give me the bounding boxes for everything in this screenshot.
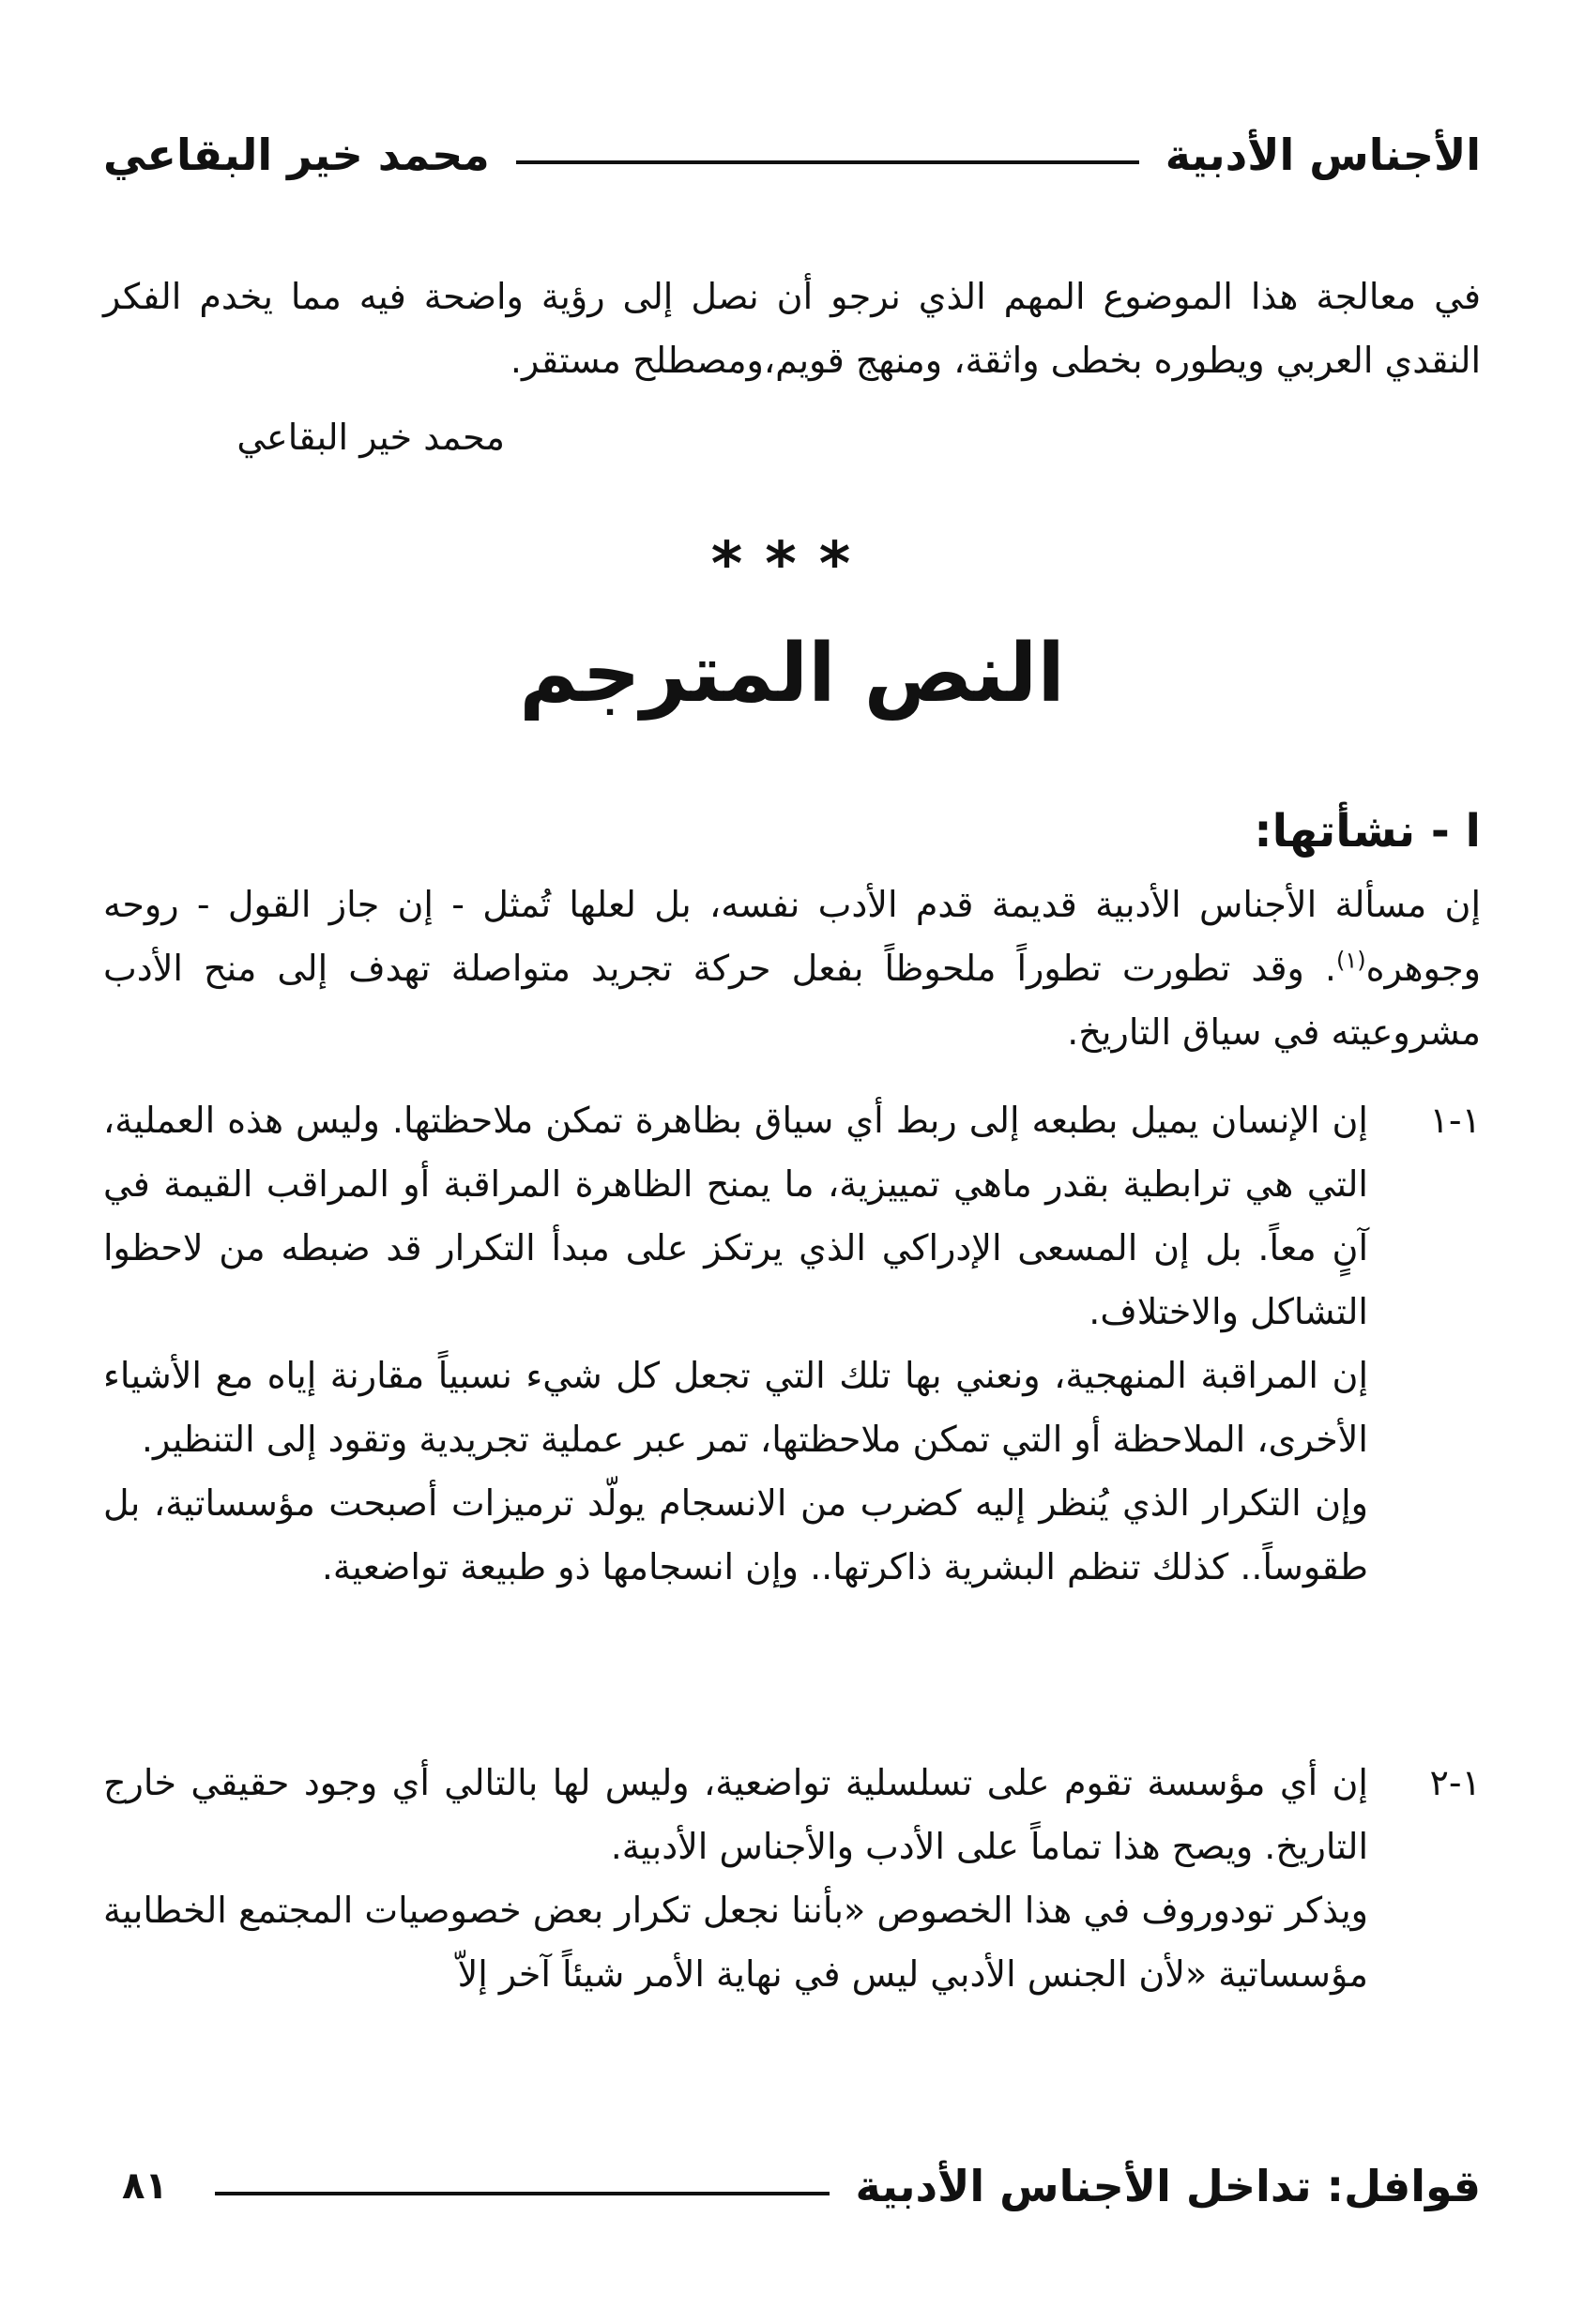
- item-paragraph: إن أي مؤسسة تقوم على تسلسلية تواضعية، وليس لها بالتالي أي وجود حقيقي خارج التاريخ. ويصح هذا تماماً على الأدب والأجناس الأدبية.: [103, 1762, 1368, 1867]
- header-book-title: الأجناس الأدبية: [1165, 129, 1481, 180]
- origin-paragraph: [103, 873, 1481, 1064]
- numbered-item-1-1: [103, 1088, 1481, 1599]
- origin-paragraph-start: إن مسألة الأجناس الأدبية قديمة قدم الأدب نفسه، بل لعلها تُمثل - إن جاز القول - روحه وجوهره: [103, 884, 1481, 989]
- page-number: ٨١: [122, 2165, 168, 2208]
- section-heading: ا - نشأتها:: [1254, 805, 1481, 858]
- origin-paragraph-end: . وقد تطورت تطوراً ملحوظاً بفعل حركة تجريد متواصلة تهدف إلى منح الأدب مشروعيته في سياق التاريخ.: [103, 948, 1481, 1053]
- footer-rule: [215, 2192, 830, 2195]
- item-body: [103, 1088, 1368, 1599]
- item-paragraph: ويذكر تودوروف في هذا الخصوص «بأننا نجعل تكرار بعض خصوصيات المجتمع الخطابية مؤسساتية «لأن الجنس الأدبي ليس في نهاية الأمر شيئاً آخر إلاّ: [103, 1890, 1368, 1995]
- section-ornament: ***: [710, 530, 874, 600]
- item-number: ١-١: [1429, 1100, 1481, 1141]
- header-rule: [516, 160, 1139, 164]
- item-body: [103, 1751, 1368, 2006]
- page-footer: [122, 2153, 1481, 2219]
- running-header: [103, 122, 1481, 188]
- numbered-item-1-2: [103, 1751, 1481, 2006]
- chapter-title: النص المترجم: [519, 627, 1065, 721]
- intro-signature: محمد خير البقاعي: [236, 417, 505, 458]
- item-paragraph: وإن التكرار الذي يُنظر إليه كضرب من الانسجام يولّد ترميزات أصبحت مؤسساتية، بل طقوساً.. كذلك تنظم البشرية ذاكرتها.. وإن انسجامها ذو طبيعة تواضعية.: [103, 1482, 1368, 1587]
- item-number: ١-٢: [1429, 1762, 1481, 1803]
- header-author: محمد خير البقاعي: [103, 129, 490, 180]
- footer-series-title: قوافل: تداخل الأجناس الأدبية: [855, 2161, 1481, 2211]
- item-paragraph: إن المراقبة المنهجية، ونعني بها تلك التي تجعل كل شيء نسبياً مقارنة إياه مع الأشياء الأخرى، الملاحظة أو التي تمكن ملاحظتها، تمر عبر عملية تجريدية وتقود إلى التنظير.: [103, 1355, 1368, 1460]
- footnote-marker: (١): [1335, 947, 1366, 974]
- item-paragraph: إن الإنسان يميل بطبعه إلى ربط أي سياق بظاهرة تمكن ملاحظتها. وليس هذه العملية، التي هي ترابطية بقدر ماهي تمييزية، ما يمنح الظاهرة المراقبة أو المراقب القيمة في آنٍ معاً. بل إن المسعى الإدراكي الذي يرتكز على مبدأ التكرار قد ضبطه من لاحظوا التشاكل والاختلاف.: [103, 1100, 1368, 1332]
- intro-paragraph: في معالجة هذا الموضوع المهم الذي نرجو أن نصل إلى رؤية واضحة فيه مما يخدم الفكر النقدي العربي ويطوره بخطى واثقة، ومنهج قويم،ومصطلح مستقر.: [103, 276, 1481, 381]
